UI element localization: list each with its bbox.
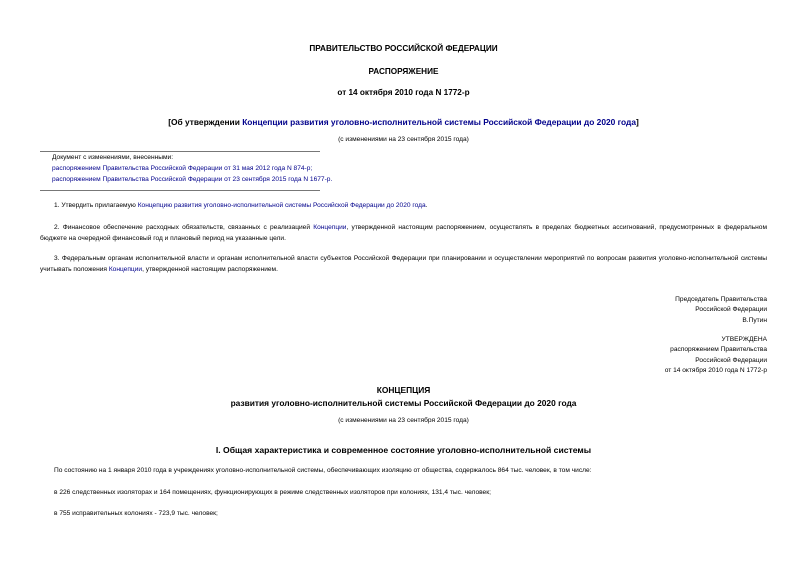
government-heading: ПРАВИТЕЛЬСТВО РОССИЙСКОЙ ФЕДЕРАЦИИ <box>309 44 498 53</box>
approval-date-number: от 14 октября 2010 года N 1772-р <box>664 367 767 375</box>
point-2-text: 2. Финансовое обеспечение расходных обязательств, связанных с реализацией <box>54 224 314 231</box>
amendments-label: Документ с изменениями, внесенными: <box>52 154 174 161</box>
approval-label: УТВЕРЖДЕНА <box>721 336 767 343</box>
approval-line-2: распоряжением Правительства <box>670 346 767 354</box>
title-bracket-close: ] <box>635 117 639 127</box>
approval-line-3: Российской Федерации <box>695 356 767 364</box>
point-2-concept-link[interactable]: Концепции <box>313 224 347 231</box>
point-3-end: , утвержденной настоящим распоряжением. <box>142 265 278 273</box>
title-bracket-open: [Об утверждении <box>168 117 243 127</box>
concept-title: КОНЦЕПЦИЯ <box>376 385 431 395</box>
point-1-paragraph <box>40 201 767 212</box>
section-1-heading: I. Общая характеристика и современное состояние уголовно-исполнительной системы <box>215 445 592 455</box>
point-2-paragraph <box>40 223 767 244</box>
signature-country: Российской Федерации <box>695 306 767 314</box>
signature-position: Председатель Правительства <box>675 296 767 303</box>
revision-note: (с изменениями на 23 сентября 2015 года) <box>338 136 469 143</box>
amendment-link-2[interactable]: распоряжением Правительства Российской Федерации от 23 сентября 2015 года N 1677-р. <box>52 176 333 183</box>
amendments-top-rule <box>40 151 320 152</box>
amendment-link-1[interactable]: распоряжением Правительства Российской Федерации от 31 мая 2012 года N 874-р; <box>52 165 313 172</box>
point-1-text: 1. Утвердить прилагаемую <box>54 202 138 209</box>
point-1-end: . <box>425 202 428 209</box>
point-2-end: , утвержденной настоящим распоряжением, осуществлять в пределах бюджетных ассигнований, предусмотренных в федеральном бюджете на очередной финансовый год и плановый период на указанные цели. <box>40 224 768 242</box>
section-1-paragraph-1: По состоянию на 1 января 2010 года в учреждениях уголовно-исполнительной системы, обеспечивающих изоляцию от общества, содержалось 864 тыс. человек, в том числе: <box>54 467 592 474</box>
document-title <box>0 117 807 127</box>
point-3-text: 3. Федеральным органам исполнительной власти и органам исполнительной власти субъектов Российской Федерации при планировании и осуществлении мероприятий по вопросам развития уголовно-исполнительной системы учитывать положения <box>40 255 767 273</box>
section-1-paragraph-3: в 755 исправительных колониях - 723,9 тыс. человек; <box>54 510 218 517</box>
point-3-paragraph <box>40 254 767 275</box>
title-concept-link[interactable]: Концепции развития уголовно-исполнительной системы Российской Федерации до 2020 года <box>242 117 636 127</box>
point-3-concept-link[interactable]: Концепции <box>108 265 143 273</box>
section-1-paragraph-2: в 226 следственных изоляторах и 164 помещениях, функционирующих в режиме следственных изоляторов при колониях, 131,4 тыс. человек; <box>54 489 491 496</box>
document-type-heading: РАСПОРЯЖЕНИЕ <box>368 67 439 76</box>
signature-block <box>675 295 767 326</box>
approval-block <box>665 335 767 377</box>
amendments-bottom-rule <box>40 190 320 191</box>
document-date-number: от 14 октября 2010 года N 1772-р <box>337 88 470 97</box>
concept-subtitle: развития уголовно-исполнительной системы Российской Федерации до 2020 года <box>230 398 577 408</box>
signature-name: В.Путин <box>742 316 767 324</box>
concept-revision-note: (с изменениями на 23 сентября 2015 года) <box>338 417 469 424</box>
point-1-concept-link[interactable]: Концепцию развития уголовно-исполнительной системы Российской Федерации до 2020 года <box>137 202 426 209</box>
